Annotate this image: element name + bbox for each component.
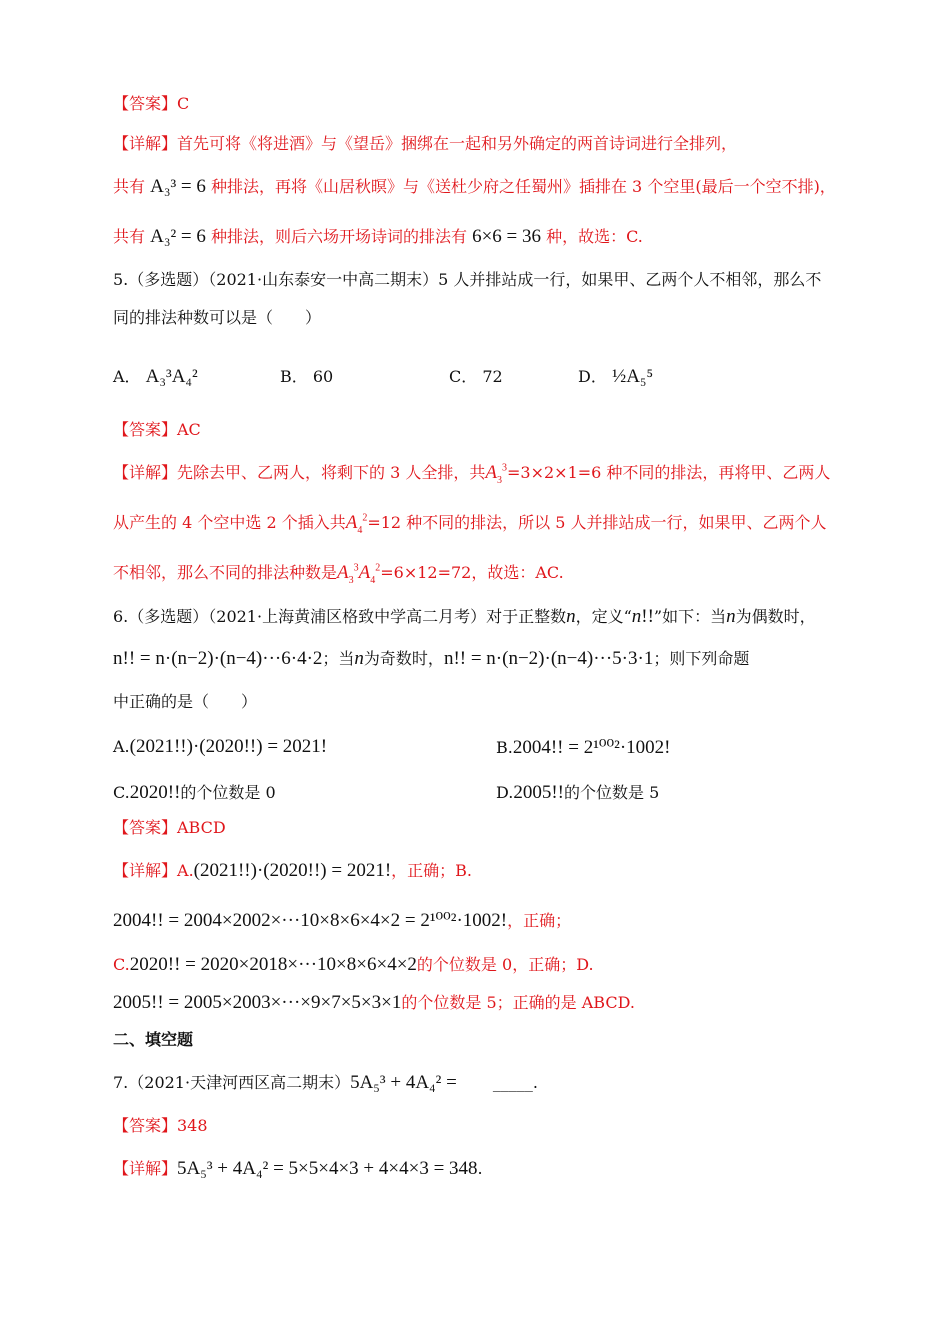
detail-text: 先除去甲、乙两人，将剩下的 3 人全排，共: [177, 463, 486, 482]
detail-text: ，正确；: [507, 911, 572, 930]
q5-option-b: [280, 364, 333, 387]
q5-stem-line-1: 5.（多选题）（2021·山东泰安一中高二期末）5 人并排站成一行，如果甲、乙两个人不相邻，那么不: [113, 270, 822, 289]
option-text: 60: [312, 367, 334, 386]
q5-answer: 【答案】AC: [113, 420, 201, 439]
formula: A₃³ = 6: [150, 176, 206, 197]
formula: $A_3^3$: [485, 462, 507, 486]
detail-text: .: [477, 1159, 483, 1178]
detail-text: A.: [177, 861, 194, 880]
formula: $A_4^2$: [345, 512, 368, 536]
detail-label: 【详解】: [113, 861, 178, 880]
q6-answer: 【答案】ABCD: [113, 818, 226, 837]
option-text: (2021!!)·(2020!!) = 2021!: [129, 736, 328, 757]
option-text: 72: [482, 367, 503, 386]
option-label: B．: [280, 367, 308, 386]
stem-text: ，定义“: [575, 607, 632, 626]
option-label: B.: [496, 738, 513, 757]
detail-text: =12 种不同的排法，所以 5 人并排站成一行，如果甲、乙两个人: [367, 513, 827, 532]
formula: $A_3^3A_4^2$: [337, 562, 381, 586]
formula: 5A₅³ + 4A₄² = 5×5×4×3 + 4×4×3 = 348: [177, 1158, 478, 1179]
detail-text: 的个位数是 0，正确；D.: [416, 955, 594, 974]
option-text: A₃³A₄²: [145, 366, 198, 387]
answer-blank: _____.: [492, 1073, 538, 1092]
option-text: 2004!! = 2¹⁰⁰²·1002!: [512, 737, 671, 758]
detail-text: 从产生的 4 个空中选 2 个插入共: [113, 513, 346, 532]
option-text: ½A₅⁵: [611, 366, 654, 387]
option-math: 2005!!: [513, 782, 564, 803]
detail-text: 种，故选：C.: [546, 227, 643, 246]
q5-option-a: [113, 364, 198, 388]
stem-text: ”如下：当: [653, 607, 727, 626]
q6-option-d: [496, 780, 659, 804]
detail-text: 种排法，则后六场开场诗词的排法有: [210, 227, 467, 246]
q4-answer: 【答案】C: [113, 94, 190, 113]
q6-detail-line-3: [113, 954, 594, 977]
detail-label: 【详解】: [113, 1159, 178, 1178]
q4-detail-line-1: [113, 134, 737, 153]
q6-stem-line-1: [113, 606, 816, 629]
q5-detail-line-3: [113, 562, 564, 585]
q4-detail-line-2: [113, 176, 836, 199]
option-text: 的个位数是 0: [180, 783, 276, 802]
formula: 2004!! = 2004×2002×···10×8×6×4×2 = 2¹⁰⁰²·1002!: [113, 910, 508, 931]
q5-stem-line-2: 同的排法种数可以是（ ）: [113, 308, 322, 327]
formula: n: [566, 606, 576, 627]
q6-stem-line-2: [113, 648, 749, 671]
option-math: 2020!!: [129, 782, 181, 803]
detail-text: 种排法，再将《山居秋暝》与《送杜少府之任蜀州》插排在 3 个空里(最后一个空不排)，: [210, 177, 836, 196]
formula: n!!: [631, 606, 654, 627]
formula: n!! = n·(n−2)·(n−4)···6·4·2: [113, 648, 323, 669]
stem-text: 6.（多选题）（2021·上海黄浦区格致中学高二月考）对于正整数: [113, 607, 567, 626]
detail-text: 的个位数是 5；正确的是 ABCD.: [401, 993, 635, 1012]
formula: n: [354, 648, 364, 669]
q7-stem: [113, 1072, 538, 1095]
stem-text: 为偶数时，: [735, 607, 816, 626]
detail-text: =3×2×1=6 种不同的排法，再将甲、乙两人: [506, 463, 831, 482]
detail-text: 首先可将《将进酒》与《望岳》捆绑在一起和另外确定的两首诗词进行全排列，: [177, 134, 738, 153]
q6-option-b: [496, 736, 671, 759]
stem-text: 7.（2021·天津河西区高二期末）: [113, 1073, 351, 1092]
formula: 6×6 = 36: [472, 226, 542, 247]
option-label: D．: [578, 367, 607, 386]
detail-label: 【详解】: [113, 463, 178, 482]
q6-detail-line-2: [113, 910, 571, 933]
detail-text: 不相邻，那么不同的排法种数是: [113, 563, 338, 582]
formula: n!! = n·(n−2)·(n−4)···5·3·1: [443, 648, 654, 669]
detail-label: 【详解】: [113, 134, 178, 153]
formula: 2020!! = 2020×2018×···10×8×6×4×2: [129, 954, 417, 975]
q5-option-d: [578, 364, 653, 388]
stem-text: ；则下列命题: [653, 649, 750, 668]
q7-detail: [113, 1158, 483, 1181]
detail-text: =6×12=72，故选：AC.: [380, 563, 564, 582]
option-label: A.: [113, 737, 130, 756]
detail-text: ，正确；B.: [391, 861, 473, 880]
formula: 2005!! = 2005×2003×···×9×7×5×3×1: [113, 992, 402, 1013]
q6-option-a: [113, 736, 327, 758]
detail-text: 共有: [113, 227, 146, 246]
option-label: D.: [496, 783, 514, 802]
stem-text: ；当: [322, 649, 355, 668]
option-label: C．: [449, 367, 478, 386]
section-heading: 二、填空题: [113, 1030, 194, 1049]
q5-detail-line-2: [113, 512, 827, 535]
q5-detail-line-1: [113, 462, 830, 485]
q6-stem-line-3: 中正确的是（ ）: [113, 692, 258, 711]
formula: n: [726, 606, 736, 627]
q6-detail-line-4: [113, 992, 635, 1015]
formula: A₃² = 6: [150, 226, 206, 247]
formula: 5A₅³ + 4A₄² =: [350, 1072, 457, 1093]
detail-text: C.: [113, 955, 130, 974]
q6-option-c: [113, 780, 276, 804]
detail-text: 共有: [113, 177, 146, 196]
q7-answer: 【答案】348: [113, 1116, 208, 1135]
option-label: C.: [113, 783, 130, 802]
stem-text: 为奇数时，: [363, 649, 444, 668]
formula: (2021!!)·(2020!!) = 2021!: [193, 860, 392, 881]
q6-detail-line-1: [113, 860, 472, 883]
option-label: A．: [113, 367, 141, 386]
option-text: 的个位数是 5: [564, 783, 660, 802]
q5-option-c: [449, 364, 503, 387]
q4-detail-line-3: [113, 226, 643, 249]
